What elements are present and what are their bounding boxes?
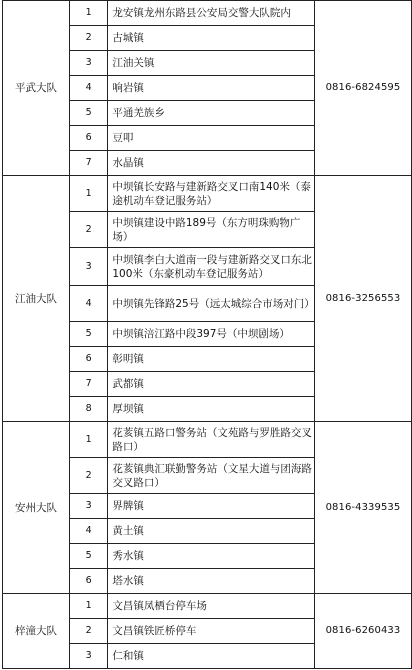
location-cell: 中坝镇李白大道南一段与建新路交叉口东北100米（东豪机动车登记服务站） xyxy=(108,248,315,286)
row-number-cell: 3 xyxy=(69,644,107,669)
location-cell: 武都镇 xyxy=(108,372,315,397)
row-number-cell: 2 xyxy=(69,458,107,494)
row-number-cell: 3 xyxy=(69,248,107,286)
location-cell: 中坝镇长安路与建新路交叉口南140米（泰途机动车登记服务站） xyxy=(108,176,315,212)
location-cell: 平通羌族乡 xyxy=(108,101,315,126)
team-name-cell: 平武大队 xyxy=(3,1,70,176)
location-cell: 黄土镇 xyxy=(108,519,315,544)
location-cell: 江油关镇 xyxy=(108,51,315,76)
location-cell: 响岩镇 xyxy=(108,76,315,101)
location-cell: 龙安镇龙州东路县公安局交警大队院内 xyxy=(108,1,315,26)
row-number-cell: 5 xyxy=(69,101,107,126)
location-cell: 彰明镇 xyxy=(108,347,315,372)
phone-cell: 0816-6824595 xyxy=(314,1,411,176)
location-cell: 塔水镇 xyxy=(108,569,315,594)
location-cell: 中坝镇先锋路25号（远太城综合市场对门） xyxy=(108,286,315,322)
location-cell: 中坝镇建设中路189号（东方明珠购物广场） xyxy=(108,212,315,248)
row-number-cell: 1 xyxy=(69,594,107,619)
row-number-cell: 2 xyxy=(69,26,107,51)
row-number-cell: 4 xyxy=(69,519,107,544)
phone-cell: 0816-6260433 xyxy=(314,594,411,669)
table-row xyxy=(3,422,412,458)
location-cell: 古城镇 xyxy=(108,26,315,51)
table-row xyxy=(3,176,412,212)
location-cell: 厚坝镇 xyxy=(108,397,315,422)
table-row xyxy=(3,1,412,26)
row-number-cell: 1 xyxy=(69,422,107,458)
phone-cell: 0816-3256553 xyxy=(314,176,411,422)
row-number-cell: 4 xyxy=(69,76,107,101)
team-name-cell: 江油大队 xyxy=(3,176,70,422)
row-number-cell: 7 xyxy=(69,151,107,176)
team-name-cell: 梓潼大队 xyxy=(3,594,70,669)
location-cell: 中坝镇涪江路中段397号（中坝剧场） xyxy=(108,322,315,347)
row-number-cell: 5 xyxy=(69,322,107,347)
row-number-cell: 6 xyxy=(69,569,107,594)
row-number-cell: 2 xyxy=(69,212,107,248)
row-number-cell: 5 xyxy=(69,544,107,569)
location-cell: 水晶镇 xyxy=(108,151,315,176)
location-cell: 界牌镇 xyxy=(108,494,315,519)
location-cell: 文昌镇铁匠桥停车 xyxy=(108,619,315,644)
phone-cell: 0816-4339535 xyxy=(314,422,411,594)
location-cell: 豆叩 xyxy=(108,126,315,151)
police-station-table xyxy=(2,0,412,669)
location-cell: 秀水镇 xyxy=(108,544,315,569)
row-number-cell: 7 xyxy=(69,372,107,397)
team-name-cell: 安州大队 xyxy=(3,422,70,594)
table-row xyxy=(3,594,412,619)
table-body xyxy=(3,1,412,669)
location-cell: 花荄镇五路口警务站（文苑路与罗胜路交叉路口） xyxy=(108,422,315,458)
row-number-cell: 3 xyxy=(69,51,107,76)
row-number-cell: 1 xyxy=(69,1,107,26)
row-number-cell: 4 xyxy=(69,286,107,322)
row-number-cell: 6 xyxy=(69,347,107,372)
row-number-cell: 6 xyxy=(69,126,107,151)
row-number-cell: 1 xyxy=(69,176,107,212)
row-number-cell: 2 xyxy=(69,619,107,644)
location-cell: 花荄镇典汇联勤警务站（文星大道与团海路交叉路口） xyxy=(108,458,315,494)
location-cell: 文昌镇凤栖台停车场 xyxy=(108,594,315,619)
location-cell: 仁和镇 xyxy=(108,644,315,669)
row-number-cell: 8 xyxy=(69,397,107,422)
row-number-cell: 3 xyxy=(69,494,107,519)
